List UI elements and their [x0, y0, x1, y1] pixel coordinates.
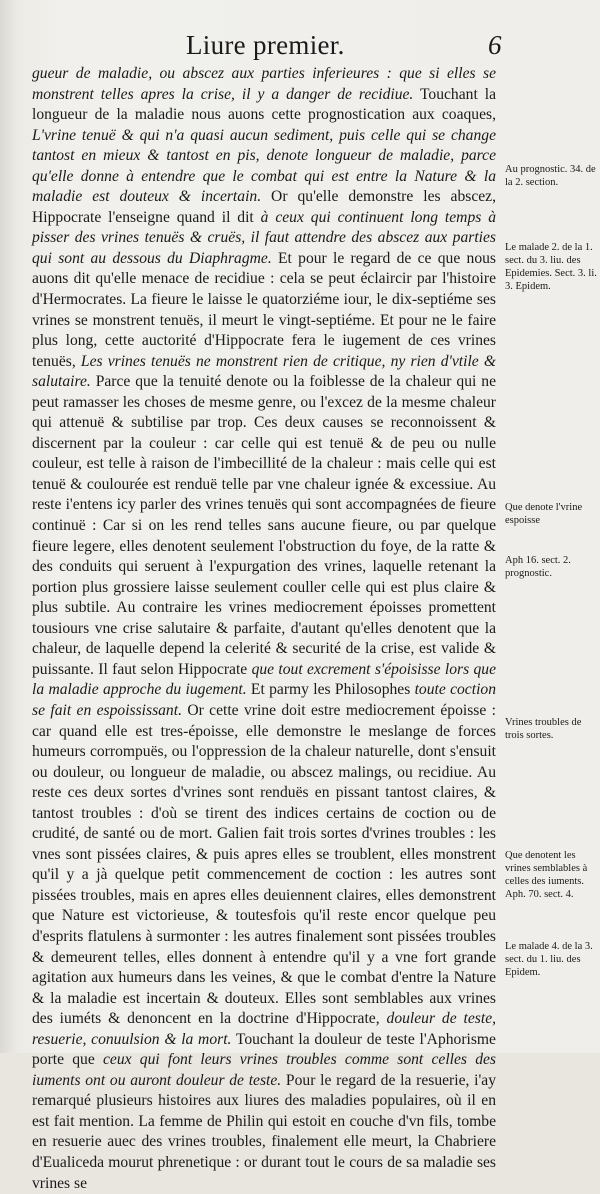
- text-run: Et parmy les Philosophes: [246, 681, 415, 699]
- text-run: Or cette vrine doit estre mediocrement époisse : car quand elle est tres-époisse, elle demonstre le meslange de forces humeurs corrompuës, ou l'oppression de la chaleur naturelle, dont s'ensuit ou douleur, ou longueur de maladie, ou abscez malings, ou recidiue. Au reste ces deux sortes d'vrines sont renduës en pissant tantost claires, & tantost troubles : d'où se tirent des indices certains de coction ou de crudité, de santé ou de mort. Galien fait trois sortes d'vrines troubles : les vnes sont pissées claires, & puis apres elles se troublent, elles monstrent qu'il y a jà quelque petit commencement de coction : les autres sont pissées troubles, mais en apres elles deuiennent claires, elles demonstrent que Nature est victorieuse, & toutesfois qu'il reste encor quelque peu d'esprits flatulens à surmonter : les autres finalement sont pissées troubles & demeurent telles, elles donnent à entendre qu'il y a vne fort grande agitation aux humeurs dans les veines, & que le combat d'entre la Nature & la maladie est incertain & douteux. Elles sont semblables aux vrines des iuméts & denoncent en la doctrine d'Hippocrate,: [32, 701, 496, 1028]
- margin-note-epidem-2: Le malade 2. de la 1. sect. du 3. liu. des Epidemies. Sect. 3. li. 3. Epidem.: [505, 242, 597, 292]
- margin-note-epidem-4: Le malade 4. de la 3. sect. du 1. liu. des Epidem.: [505, 941, 593, 978]
- body-paragraph: [32, 64, 496, 1194]
- text-run: Touchant la douleur de teste l'Aphorisme porte que: [32, 1030, 496, 1069]
- italic-quotation: toute coction se fait en espoississant.: [32, 681, 496, 719]
- text-run: Or qu'elle demonstre les abscez, Hippocrate l'enseigne quand il dit: [32, 188, 496, 226]
- text-run: Touchant la longueur de la maladie nous auons cette prognostication aux coaques,: [32, 85, 496, 124]
- italic-quotation: L'vrine tenuë & qui n'a quasi aucun sediment, puis celle qui se change tantost en mieux & tantost en pis, denote longueur de maladie, parce qu'elle donne à entendre que le combat qui est entre la Nature & la maladie est douteux & incertain.: [32, 126, 496, 206]
- page-number: 6: [488, 30, 502, 60]
- main-text-block: [32, 64, 496, 1194]
- text-run: Et pour le regard de ce que nous auons dit qu'elle menace de recidiue : cela se peut éclaircir par l'histoire d'Hermocrates. La fieure le laisse le quatorziéme iour, le dix-septiéme ses vrines se monstrent tenuës, il meurt le vingt-septiéme. Et pour ne le faire plus long, cette auctorité d'Hippocrate fera le iugement de ces vrines tenuës,: [32, 249, 496, 370]
- margin-note-aph-16: Aph 16. sect. 2. prognostic.: [505, 555, 571, 579]
- italic-quotation: ceux qui font leurs vrines troubles comme sont celles des iuments ont ou auront douleur de teste.: [32, 1051, 496, 1089]
- page-header: [0, 30, 600, 64]
- running-title: Liure premier.: [186, 30, 345, 60]
- text-run: Pour le regard de la resuerie, i'ay remarqué plusieurs histoires aux liures des maladies populaires, où il en est fait mention. La femme de Philin qui estoit en couche d'vn fils, tombe en resuerie auec des vrines troubles, finalement elle meurt, la Chabriere d'Eualiceda mourut phrenetique : or durant tout le cours de sa maladie ses vrines se: [32, 1071, 496, 1192]
- italic-quotation: à ceux qui continuent long temps à pisser des vrines tenuës & cruës, il faut attendre des abscez aux parties qui sont au dessous du Diaphragme.: [32, 208, 496, 267]
- margin-note-vrines-troubles: Vrines troubles de trois sortes.: [505, 717, 582, 741]
- margin-note-vrine-espoisse: Que denote l'vrine espoisse: [505, 502, 583, 526]
- italic-quotation: gueur de maladie, ou abscez aux parties inferieures : que si elles se monstrent telles apres la crise, il y a danger de recidiue.: [32, 65, 496, 103]
- italic-quotation: Les vrines tenuës ne monstrent rien de critique, ny rien d'vtile & salutaire.: [32, 352, 496, 391]
- margin-note-iuments: Que denotent les vrines semblables à celles des iuments. Aph. 70. sect. 4.: [505, 850, 588, 900]
- italic-quotation: douleur de teste, resuerie, conuulsion & la mort.: [32, 1010, 497, 1048]
- text-run: Parce que la tenuité denote ou la foiblesse de la chaleur qui ne peut ramasser les choses de mesme genre, ou l'excez de la mesme chaleur qui attenuë & subtilise par trop. Ces deux causes se reconnoissent & discernent par la couleur : car celle qui est tenuë & de peu ou nulle couleur, est telle à raison de l'imbecillité de la chaleur : mais celle qui est tenuë & coulourée est renduë telle par vne chaleur ignée & excessiue. Au reste i'entens icy parler des vrines tenuës qui sont accompagnées de fieure continuë : Car si on les rend telles sans aucune fieure, ou par quelque fieure legere, elles denotent seulement l'obstruction du foye, de la ratte & des conduits qui seruent à l'expurgation des vrines, laquelle retenant la portion plus grossiere laisse seulement couller celle qui est plus claire & plus subtile. Au contraire les vrines mediocrement époisses promettent tousiours vne crise salutaire & parfaite, d'autant qu'elles denotent que la chaleur, de laquelle depend la celerité & securité de la crise, est valide & puissante. Il faut selon Hippocrate: [32, 373, 496, 678]
- italic-quotation: que tout excrement s'époisisse lors que la maladie approche du iugement.: [32, 660, 497, 699]
- margin-note-prognostic: Au prognostic. 34. de la 2. section.: [505, 164, 596, 188]
